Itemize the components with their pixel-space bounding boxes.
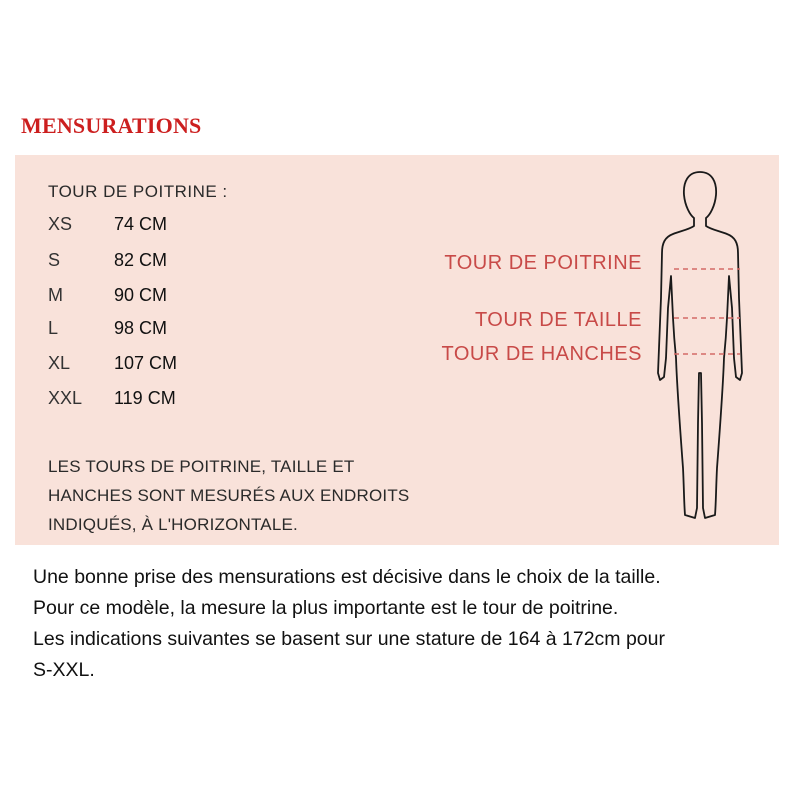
advice-line: Pour ce modèle, la mesure la plus importante est le tour de poitrine.	[33, 597, 619, 619]
page-title: MENSURATIONS	[21, 113, 202, 138]
size-label: XL	[48, 353, 71, 373]
size-label: M	[48, 285, 63, 305]
size-label: S	[48, 250, 61, 270]
note-line: INDIQUÉS, À L'HORIZONTALE.	[48, 515, 298, 534]
advice-line: Une bonne prise des mensurations est décisive dans le choix de la taille.	[33, 566, 661, 588]
size-value: 82 CM	[114, 250, 168, 270]
waist-label: TOUR DE TAILLE	[474, 309, 642, 331]
body-silhouette-icon	[640, 168, 760, 528]
size-value: 90 CM	[114, 285, 168, 305]
chest-label: TOUR DE POITRINE	[444, 252, 642, 274]
size-value: 119 CM	[114, 388, 176, 408]
note-line: LES TOURS DE POITRINE, TAILLE ET	[48, 457, 355, 476]
size-value: 74 CM	[114, 214, 168, 234]
size-label: L	[48, 318, 59, 338]
size-value: 107 CM	[114, 353, 178, 373]
body-outline	[658, 172, 742, 518]
size-value: 98 CM	[114, 318, 168, 338]
chest-size-heading: TOUR DE POITRINE :	[48, 182, 228, 201]
measurement-note	[48, 452, 448, 539]
hips-label: TOUR DE HANCHES	[441, 343, 642, 365]
advice-line: Les indications suivantes se basent sur une stature de 164 à 172cm pour	[33, 628, 665, 650]
size-advice-text	[33, 562, 783, 686]
advice-line: S-XXL.	[33, 659, 95, 681]
size-label: XS	[48, 214, 73, 234]
note-line: HANCHES SONT MESURÉS AUX ENDROITS	[48, 486, 410, 505]
size-label: XXL	[48, 388, 83, 408]
